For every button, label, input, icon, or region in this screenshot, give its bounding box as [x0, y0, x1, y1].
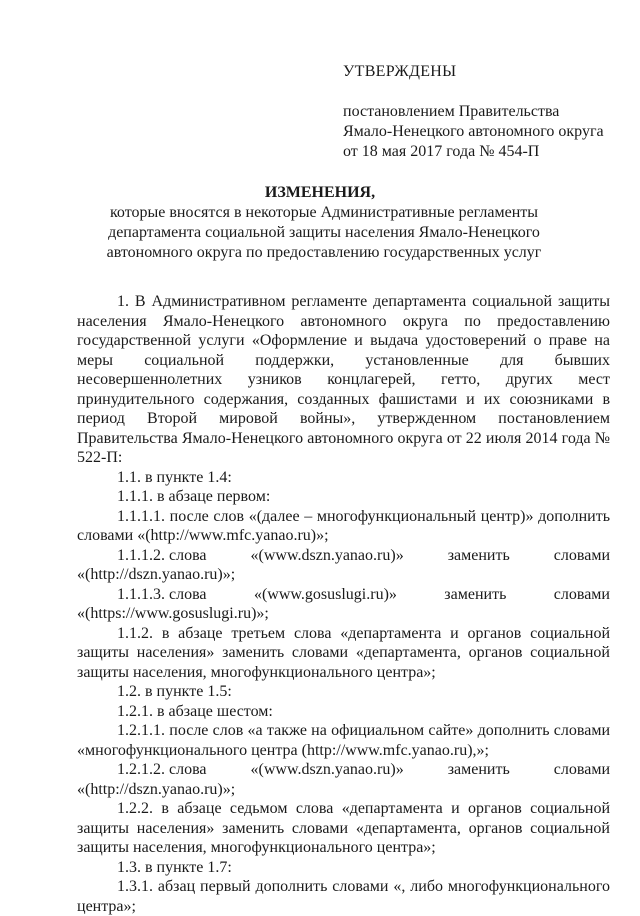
paragraph-1-2-1: 1.2.1. в абзаце шестом:	[117, 702, 273, 720]
paragraph-1-1-1: 1.1.1. в абзаце первом:	[117, 488, 271, 505]
paragraph-1-1-1-3	[77, 585, 610, 605]
paragraph-1: 1. В Административном регламенте департамента социальной защиты населения Ямало-Ненецкого автономного округа по предоставлению государственной услуги «Оформление и выдача удостоверений о праве на меры социальной поддержки, установленные для бывших несовершеннолетних узников концлагерей, гетто, других мест принудительного содержания, созданных фашистами и их союзниками в период Второй мировой войны», утвержденном постановлением Правительства Ямало-Ненецкого автономного округа от 22 июля 2014 года № 522-П:	[77, 293, 610, 466]
row-word: «(www.gosuslugi.ru)»	[253, 585, 397, 603]
row-word: «(www.dszn.yanao.ru)»	[250, 546, 404, 564]
title-subline: автономного округа по предоставлению государственных услуг	[106, 244, 542, 261]
row-word: «(www.dszn.yanao.ru)»	[250, 761, 404, 778]
document-title	[0, 183, 640, 263]
row-word: 1.1.1.3. слова	[117, 585, 207, 603]
title-main: ИЗМЕНЕНИЯ,	[264, 184, 376, 201]
paragraph-1-1-1-2-tail: «(http://dszn.yanao.ru)»;	[77, 566, 236, 583]
paragraph-1-3: 1.3. в пункте 1.7:	[117, 858, 232, 876]
paragraph-1-2-1-2-tail: «(http://dszn.yanao.ru)»;	[77, 780, 236, 798]
paragraph-1-1-1-3-tail: «(https://www.gosuslugi.ru)»;	[77, 605, 269, 622]
row-word: словами	[553, 585, 610, 603]
paragraph-1-2: 1.2. в пункте 1.5:	[117, 683, 232, 700]
title-subline: департамента социальной защиты населения Ямало-Ненецкого	[108, 224, 540, 241]
paragraph-1-1: 1.1. в пункте 1.4:	[117, 468, 232, 486]
row-word: 1.2.1.2. слова	[117, 761, 207, 778]
paragraph-1-2-2: 1.2.2. в абзаце седьмом слова «департамента и органов социальной защиты населения» заменить словами «департамента, органов социальной защиты населения, многофункционального центра»;	[77, 800, 610, 856]
approval-block	[343, 62, 604, 162]
approval-line: постановлением Правительства	[343, 103, 560, 120]
row-word: заменить	[447, 546, 510, 564]
paragraph-1-3-1: 1.3.1. абзац первый дополнить словами «, либо многофункционального центра»;	[77, 878, 610, 915]
row-word: словами	[553, 546, 610, 564]
approval-heading: УТВЕРЖДЕНЫ	[343, 63, 457, 80]
document-body	[77, 292, 610, 916]
row-word: заменить	[447, 761, 510, 778]
row-word: словами	[553, 761, 610, 778]
paragraph-1-1-1-2	[77, 546, 610, 566]
paragraph-1-2-1-2	[77, 760, 610, 780]
paragraph-1-2-1-1: 1.2.1.1. после слов «а также на официальном сайте» дополнить словами «многофункционального центра (http://www.mfc.yanao.ru),»;	[77, 722, 610, 759]
title-subline: которые вносятся в некоторые Административные регламенты	[109, 204, 539, 221]
approval-line: Ямало-Ненецкого автономного округа	[343, 123, 604, 140]
row-word: заменить	[444, 585, 507, 603]
paragraph-1-1-1-1: 1.1.1.1. после слов «(далее – многофункциональный центр)» дополнить словами «(http://www.mfc.yanao.ru)»;	[77, 507, 610, 544]
paragraph-1-1-2: 1.1.2. в абзаце третьем слова «департамента и органов социальной защиты населения» заменить словами «департамента, органов социальной защиты населения, многофункционального центра»;	[77, 624, 610, 681]
row-word: 1.1.1.2. слова	[117, 546, 207, 564]
approval-line: от 18 мая 2017 года № 454-П	[343, 143, 540, 160]
